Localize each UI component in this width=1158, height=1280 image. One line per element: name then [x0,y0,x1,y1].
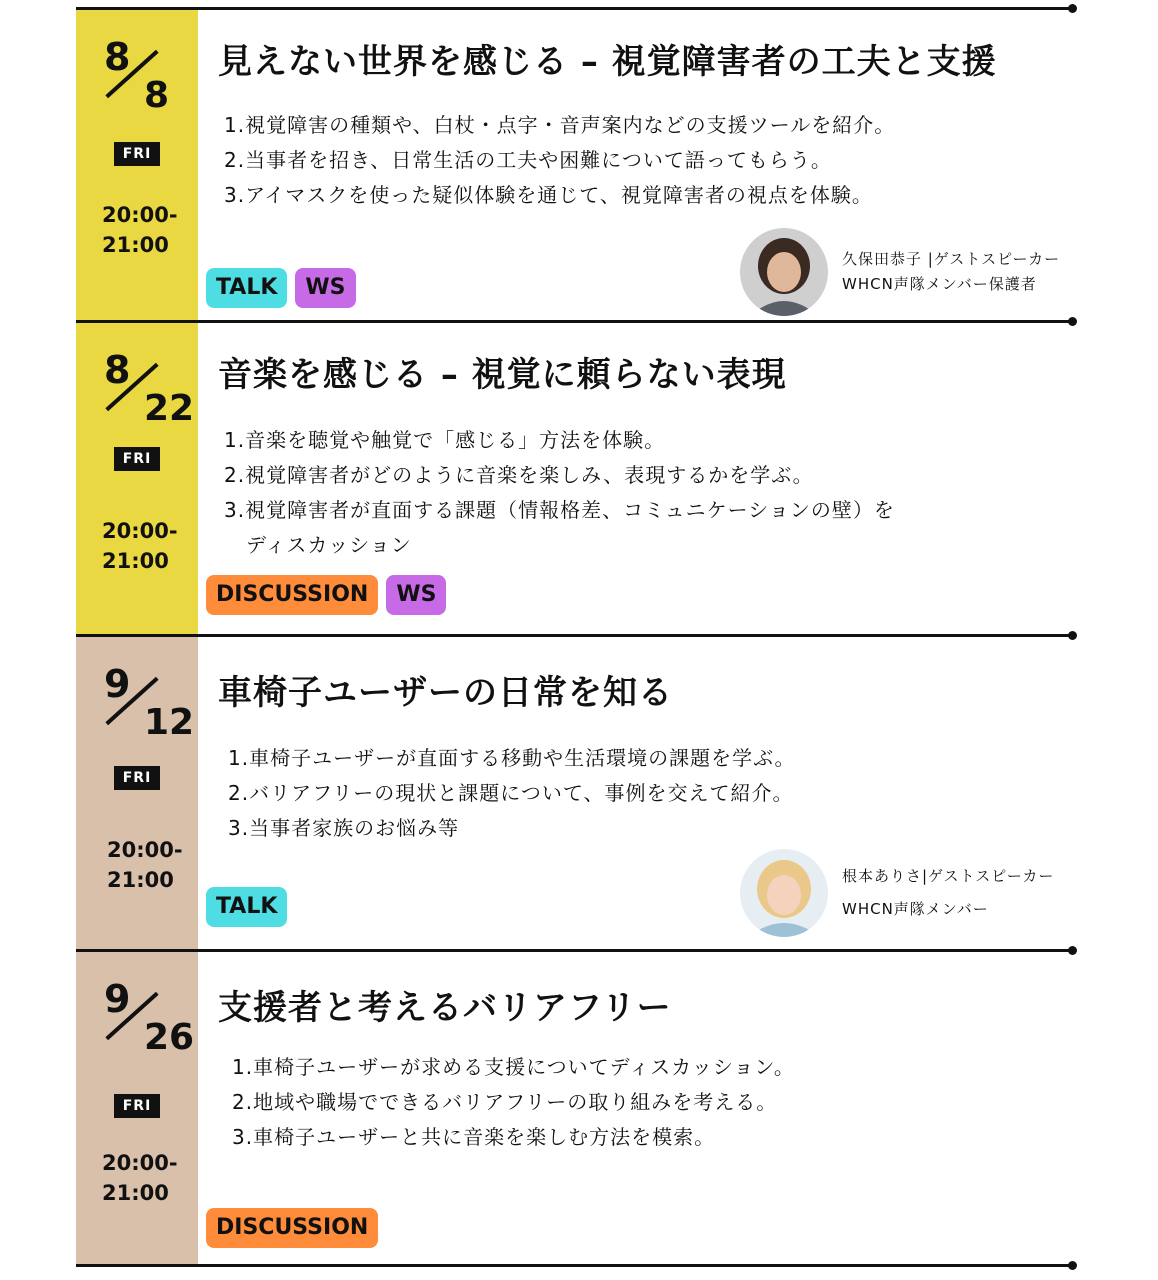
time-start: 20:00- [102,519,178,543]
date-day: 12 [144,702,195,743]
tag-list [206,887,287,927]
list-item: 2.バリアフリーの現状と課題について、事例を交えて紹介。 [228,781,794,805]
list-item: 2.当事者を招き、日常生活の工夫や困難について語ってもらう。 [224,148,832,172]
tag-discussion: DISCUSSION [206,575,378,615]
weekday-badge: FRI [114,447,160,471]
list-item: 2.視覚障害者がどのように音楽を楽しみ、表現するかを学ぶ。 [224,463,814,487]
tag-ws: WS [295,268,355,308]
list-item: 2.地域や職場でできるバリアフリーの取り組みを考える。 [232,1090,778,1114]
event-card-0926 [76,952,1076,1264]
event-date [96,35,196,118]
event-title: 支援者と考えるバリアフリー [218,988,672,1028]
speaker-name: 根本ありさ|ゲストスピーカー [842,867,1055,885]
date-month: 9 [104,662,131,706]
time-start: 20:00- [107,838,183,862]
weekday-badge: FRI [114,142,160,166]
tag-talk: TALK [206,268,287,308]
date-month: 8 [104,35,131,79]
event-items [232,1050,795,1155]
event-time [102,200,178,260]
event-time [102,1148,178,1208]
event-card-0912 [76,637,1076,949]
event-items [228,741,795,846]
speaker [740,849,1054,937]
list-item: 3.視覚障害者が直面する課題（情報格差、コミュニケーションの壁）を [224,498,895,522]
date-day: 8 [144,75,170,116]
tag-ws: WS [386,575,446,615]
date-month: 9 [104,977,131,1021]
date-day: 26 [144,1017,195,1058]
event-items [224,108,895,213]
speaker-avatar [740,849,828,937]
tag-discussion: DISCUSSION [206,1208,378,1248]
divider [76,1264,1072,1267]
time-start: 20:00- [102,1151,178,1175]
speaker [740,228,1060,316]
list-item: 3.当事者家族のお悩み等 [228,816,460,840]
speaker-role: WHCN声隊メンバー [842,900,989,918]
tag-talk: TALK [206,887,287,927]
time-end: 21:00 [107,868,174,892]
list-item: 3.アイマスクを使った疑似体験を通じて、視覚障害者の視点を体験。 [224,183,873,207]
event-card-0822 [76,323,1076,634]
list-item: 1.車椅子ユーザーが求める支援についてディスカッション。 [232,1055,795,1079]
event-time [102,516,178,576]
tag-list [206,1208,378,1248]
list-item: 3.車椅子ユーザーと共に音楽を楽しむ方法を模索。 [232,1125,716,1149]
time-end: 21:00 [102,233,169,257]
event-time [107,835,183,895]
event-date [96,977,196,1060]
event-title: 車椅子ユーザーの日常を知る [218,673,673,713]
event-card-0808 [76,10,1076,320]
event-date [96,662,196,745]
list-item: 1.視覚障害の種類や、白杖・点字・音声案内などの支援ツールを紹介。 [224,113,896,137]
event-title: 音楽を感じる – 視覚に頼らない表現 [218,355,787,395]
event-title: 見えない世界を感じる – 視覚障害者の工夫と支援 [218,42,997,82]
speaker-role: WHCN声隊メンバー保護者 [842,275,1037,293]
date-day: 22 [144,388,195,429]
list-item: 1.音楽を聴覚や触覚で「感じる」方法を体験。 [224,428,666,452]
list-item: 1.車椅子ユーザーが直面する移動や生活環境の課題を学ぶ。 [228,746,796,770]
event-date [96,348,196,431]
speaker-name: 久保田恭子 |ゲストスピーカー [842,250,1061,268]
time-end: 21:00 [102,549,169,573]
event-items [224,423,895,563]
tag-list [206,268,356,308]
time-start: 20:00- [102,203,178,227]
weekday-badge: FRI [114,1094,160,1118]
speaker-avatar [740,228,828,316]
time-end: 21:00 [102,1181,169,1205]
weekday-badge: FRI [114,766,160,790]
tag-list [206,575,446,615]
date-month: 8 [104,348,131,392]
list-item: ディスカッション [246,533,412,557]
